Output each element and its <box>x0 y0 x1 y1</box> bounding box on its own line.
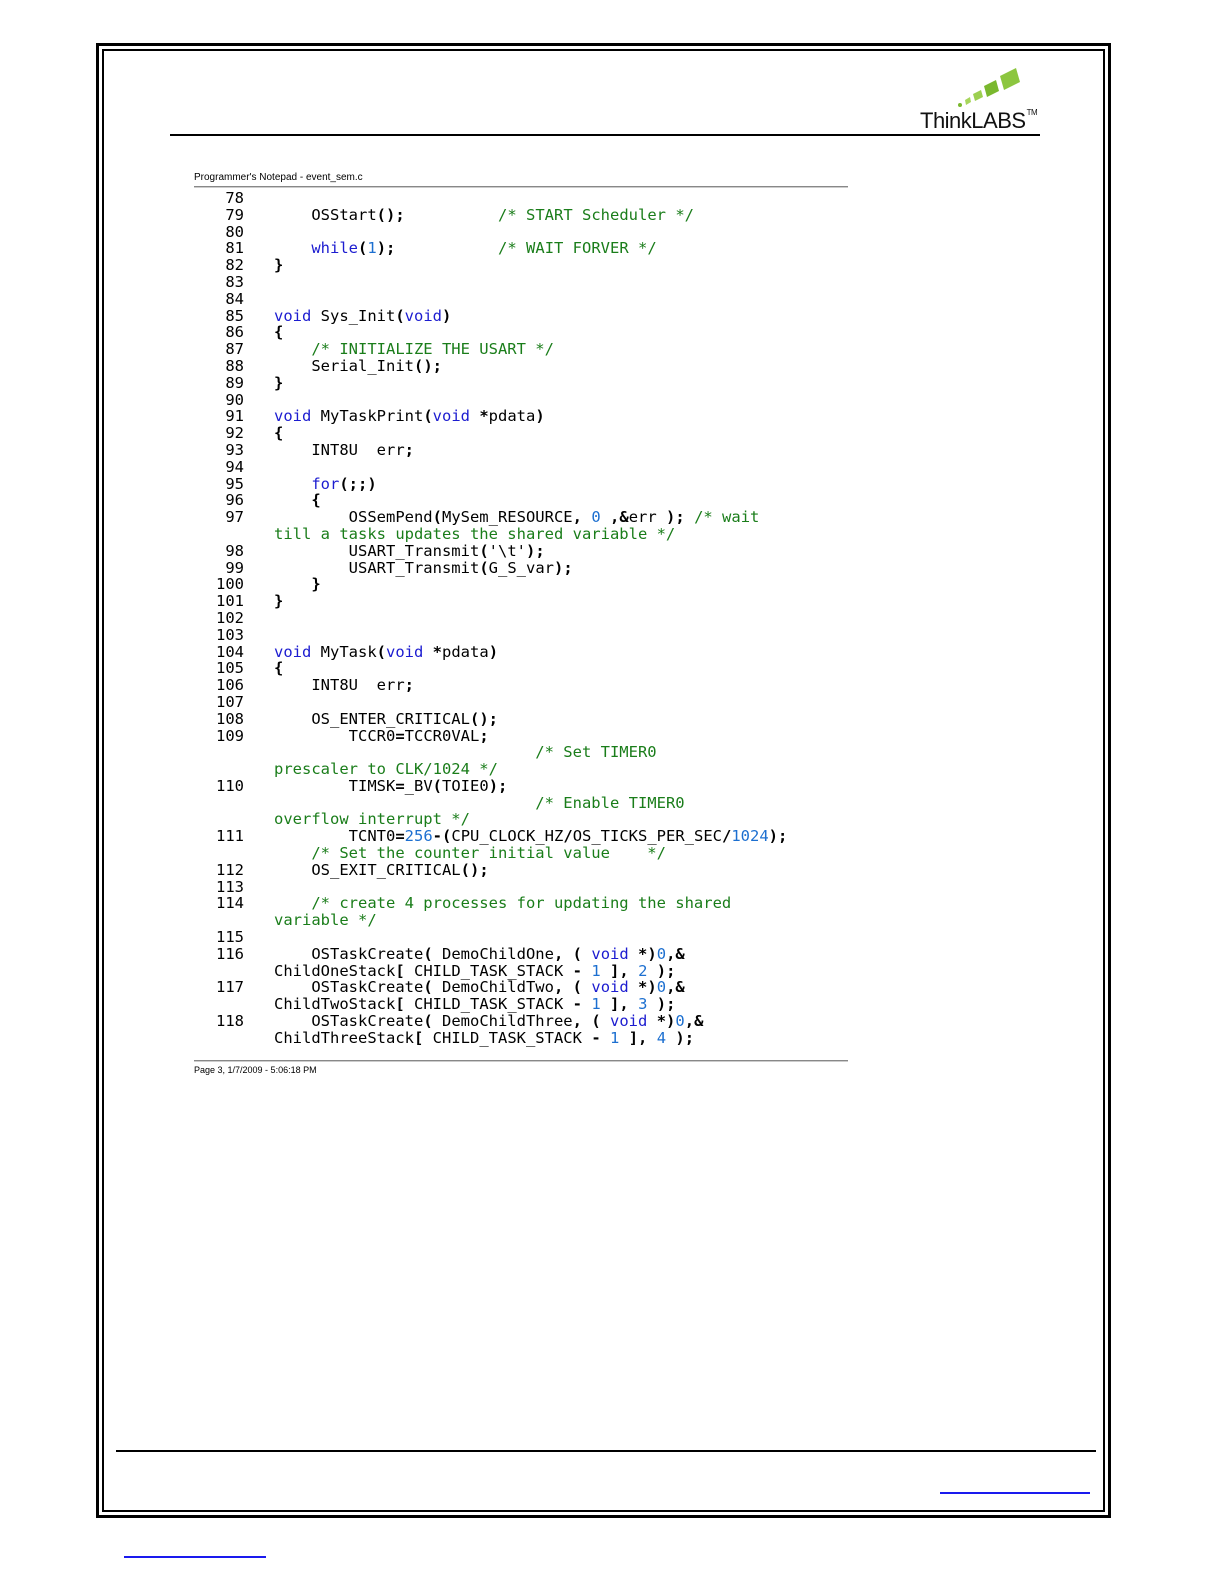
line-number: 102 <box>216 608 244 627</box>
line-number: 104 <box>216 642 244 661</box>
line-number: 90 <box>225 390 244 409</box>
code-text: ChildTwoStack[ CHILD_TASK_STACK - 1 ], 3 ); <box>274 995 676 1014</box>
code-text: TCCR0=TCCR0VAL; <box>274 726 489 745</box>
line-number: 95 <box>225 474 244 493</box>
bottom-link[interactable] <box>124 1556 266 1558</box>
line-number: 93 <box>225 440 244 459</box>
code-text: INT8U err; <box>274 676 414 695</box>
code-text: OS_ENTER_CRITICAL(); <box>274 709 498 728</box>
line-number: 110 <box>216 776 244 795</box>
code-text: /* Set the counter initial value */ <box>311 844 666 863</box>
code-text: USART_Transmit('\t'); <box>274 541 545 560</box>
page-border-inner <box>102 49 1105 1512</box>
line-number: 99 <box>225 558 244 577</box>
line-number: 97 <box>225 508 244 527</box>
line-number: 78 <box>225 189 244 207</box>
line-number: 79 <box>225 205 244 224</box>
code-text: { <box>311 491 321 510</box>
line-number: 89 <box>225 373 244 392</box>
line-number: 106 <box>216 676 244 695</box>
printout-title: Programmer's Notepad - event_sem.c <box>194 172 363 183</box>
line-number: 112 <box>216 860 244 879</box>
line-number: 108 <box>216 709 244 728</box>
line-number: 83 <box>225 272 244 291</box>
code-text: OSStart(); /* START Scheduler */ <box>274 205 694 224</box>
logo-squares-icon <box>948 66 1038 112</box>
code-text: } <box>274 373 284 392</box>
line-number: 116 <box>216 944 244 963</box>
line-number: 81 <box>225 239 244 258</box>
code-text: TCNT0=256-(CPU_CLOCK_HZ/OS_TICKS_PER_SEC/1024); <box>274 827 788 846</box>
line-number: 84 <box>225 289 244 308</box>
line-number: 96 <box>225 491 244 510</box>
code-text: OSTaskCreate( DemoChildOne, ( void *)0,& <box>274 944 685 963</box>
line-number: 109 <box>216 726 244 745</box>
code-text: for(;;) <box>311 474 377 493</box>
printout-footer: Page 3, 1/7/2009 - 5:06:18 PM <box>194 1065 317 1075</box>
line-number: 115 <box>216 928 244 947</box>
code-text: OSTaskCreate( DemoChildThree, ( void *)0,& <box>274 1012 704 1031</box>
code-text: { <box>274 323 284 342</box>
code-text: } <box>311 575 321 594</box>
line-number: 101 <box>216 592 244 611</box>
line-number: 88 <box>225 356 244 375</box>
line-number: 117 <box>216 978 244 997</box>
printout-top-rule <box>194 186 848 188</box>
line-number: 91 <box>225 407 244 426</box>
code-text: INT8U err; <box>274 440 414 459</box>
code-text: ChildOneStack[ CHILD_TASK_STACK - 1 ], 2 ); <box>274 961 676 980</box>
code-text: TIMSK=_BV(TOIE0); <box>274 776 508 795</box>
line-number: 82 <box>225 256 244 275</box>
code-text: /* create 4 processes for updating the shared <box>311 894 732 913</box>
printout-bottom-rule <box>194 1060 848 1062</box>
line-number: 100 <box>216 575 244 594</box>
code-text: void MyTask(void *pdata) <box>274 642 499 661</box>
header-rule <box>170 134 1040 136</box>
line-number: 111 <box>216 827 244 846</box>
code-text: { <box>274 424 284 443</box>
code-text: OS_EXIT_CRITICAL(); <box>274 860 489 879</box>
line-number: 118 <box>216 1012 244 1031</box>
line-number: 87 <box>225 340 244 359</box>
code-text: /* Enable TIMER0 <box>535 793 685 812</box>
line-number: 94 <box>225 457 244 476</box>
code-text: } <box>274 256 284 275</box>
line-number: 85 <box>225 306 244 325</box>
code-text: void MyTaskPrint(void *pdata) <box>274 407 545 426</box>
code-text: Serial_Init(); <box>274 356 443 375</box>
code-text: OSSemPend(MySem_RESOURCE, 0 ,&err ); /* wait <box>274 508 760 527</box>
line-number: 114 <box>216 894 244 913</box>
code-text: while(1); /* WAIT FORVER */ <box>311 239 657 258</box>
code-text: /* Set TIMER0 <box>535 743 657 762</box>
logo-text: ThinkLABS™ <box>920 108 1038 133</box>
line-number: 92 <box>225 424 244 443</box>
thinklabs-logo <box>920 66 1042 134</box>
line-number: 113 <box>216 877 244 896</box>
code-text: { <box>274 659 284 678</box>
code-text: variable */ <box>274 911 377 930</box>
line-number: 103 <box>216 625 244 644</box>
footer-rule <box>116 1450 1096 1452</box>
line-number: 80 <box>225 222 244 241</box>
line-number: 107 <box>216 692 244 711</box>
code-text: overflow interrupt */ <box>274 810 470 829</box>
code-text: USART_Transmit(G_S_var); <box>274 558 573 577</box>
line-number: 86 <box>225 323 244 342</box>
line-number: 98 <box>225 541 244 560</box>
code-text: OSTaskCreate( DemoChildTwo, ( void *)0,& <box>274 978 685 997</box>
code-text: /* INITIALIZE THE USART */ <box>311 340 554 359</box>
code-text: } <box>274 592 284 611</box>
code-text: void Sys_Init(void) <box>274 306 452 325</box>
line-number: 105 <box>216 659 244 678</box>
code-text: till a tasks updates the shared variable */ <box>274 524 676 543</box>
code-text: prescaler to CLK/1024 */ <box>274 760 498 779</box>
footer-link[interactable] <box>940 1492 1090 1494</box>
code-text: ChildThreeStack[ CHILD_TASK_STACK - 1 ], 4 ); <box>274 1028 695 1047</box>
